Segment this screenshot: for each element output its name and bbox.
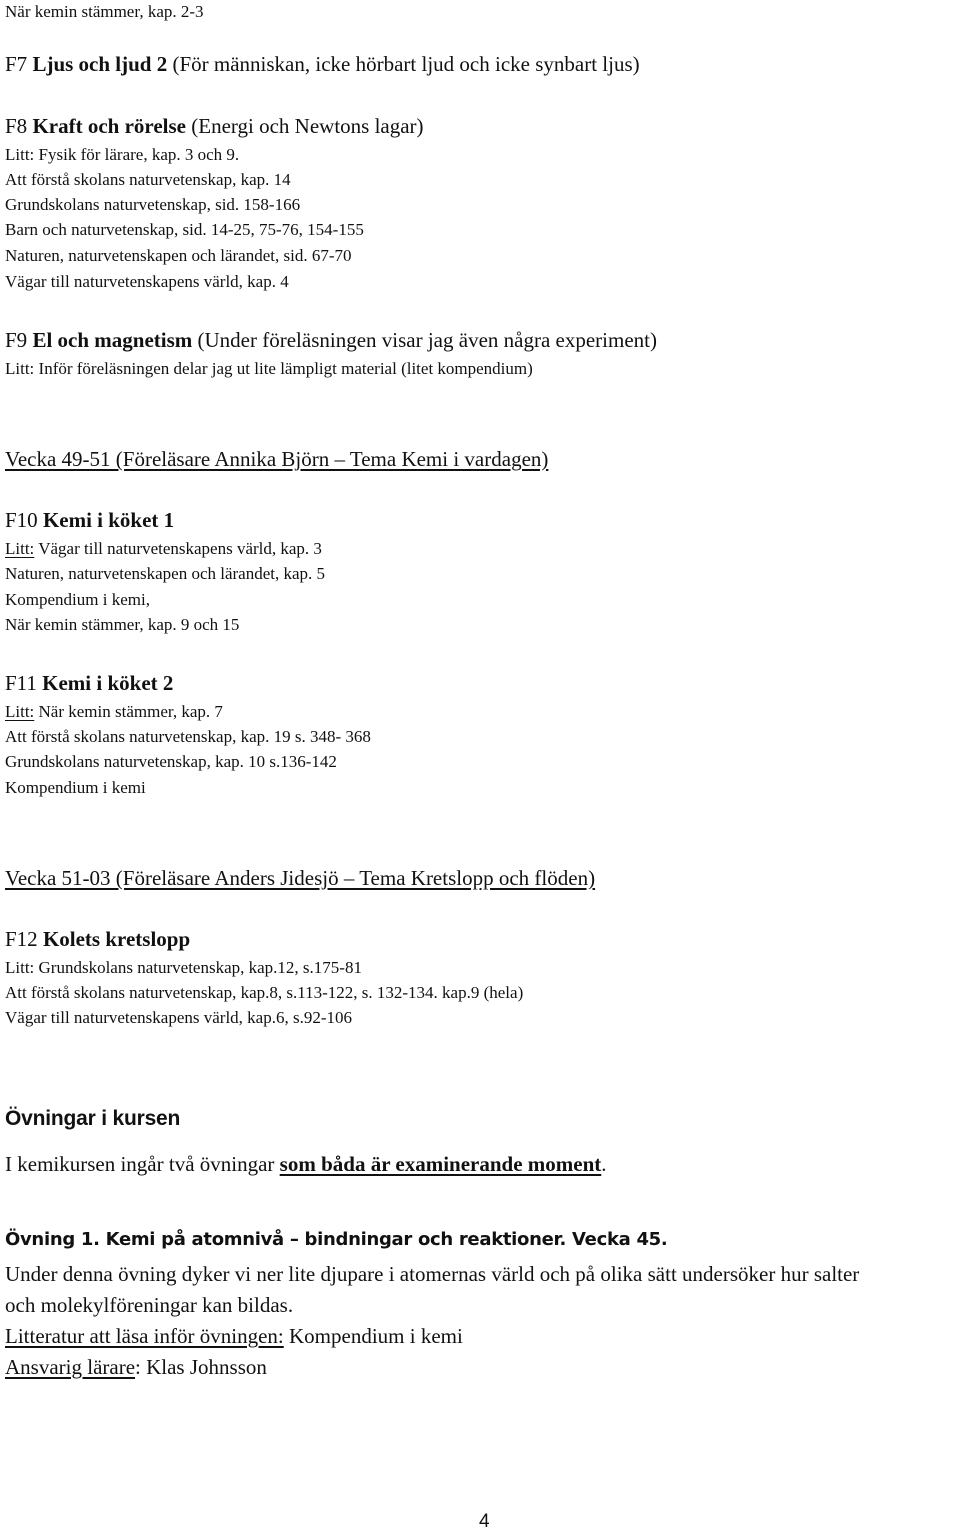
week-heading: Vecka 51-03 (Föreläsare Anders Jidesjö – Tema Kretslopp och flöden) xyxy=(5,866,596,890)
lecture-f12 xyxy=(5,927,190,951)
lecture-title: El och magnetism xyxy=(32,328,193,352)
literature-line: Naturen, naturvetenskapen och lärandet, kap. 5 xyxy=(5,564,326,583)
lecture-f11 xyxy=(5,671,173,695)
lecture-f9 xyxy=(5,328,657,352)
emphasis-text: som båda är examinerande moment xyxy=(279,1152,602,1176)
literature-line: Litt: Grundskolans naturvetenskap, kap.12, s.175-81 xyxy=(5,958,362,977)
lecture-description: (För människan, icke hörbart ljud och icke synbart ljus) xyxy=(167,52,640,76)
literature-line: Litt: Inför föreläsningen delar jag ut lite lämpligt material (litet kompendium) xyxy=(5,359,533,378)
literature-line: Barn och naturvetenskap, sid. 14-25, 75-76, 154-155 xyxy=(5,220,364,239)
literature-line: Att förstå skolans naturvetenskap, kap. 14 xyxy=(5,170,291,189)
lecture-title: Kemi i köket 1 xyxy=(42,508,175,532)
section-heading: Övningar i kursen xyxy=(5,1107,181,1130)
lecture-title: Kraft och rörelse xyxy=(32,114,186,138)
week-heading: Vecka 49-51 (Föreläsare Annika Björn – Tema Kemi i vardagen) xyxy=(5,447,549,471)
literature-line: Kompendium i kemi xyxy=(5,778,146,797)
lecture-title: Kemi i köket 2 xyxy=(42,671,174,695)
exercise-literature: Litteratur att läsa inför övningen: Kompendium i kemi xyxy=(5,1324,463,1348)
lecture-title: Kolets kretslopp xyxy=(42,927,191,951)
lecture-f10 xyxy=(5,508,174,532)
teacher-label: Ansvarig lärare xyxy=(5,1355,136,1379)
lecture-code: F12 xyxy=(5,927,43,951)
literature-line: Att förstå skolans naturvetenskap, kap. 19 s. 348- 368 xyxy=(5,727,371,746)
literature-line: Litt: Vägar till naturvetenskapens värld, kap. 3 xyxy=(5,539,322,558)
lecture-code: F8 xyxy=(5,114,33,138)
literature-line: När kemin stämmer, kap. 9 och 15 xyxy=(5,615,240,634)
exercise-description: Under denna övning dyker vi ner lite djupare i atomernas värld och på olika sätt undersöker hur salter xyxy=(5,1262,860,1286)
lecture-title: Ljus och ljud 2 xyxy=(32,52,168,76)
literature-line: Vägar till naturvetenskapens värld, kap. 4 xyxy=(5,272,289,291)
literature-label: Litt: xyxy=(5,702,35,721)
lecture-code: F7 xyxy=(5,52,33,76)
page-number: 4 xyxy=(479,1511,490,1532)
lecture-code: F11 xyxy=(5,671,43,695)
lecture-description: (Under föreläsningen visar jag även några experiment) xyxy=(192,328,657,352)
literature-line: Kompendium i kemi, xyxy=(5,590,150,609)
literature-line: Litt: Fysik för lärare, kap. 3 och 9. xyxy=(5,145,240,164)
exercises-intro: I kemikursen ingår två övningar som båda är examinerande moment. xyxy=(5,1152,607,1176)
literature-label: Litteratur att läsa inför övningen: xyxy=(5,1324,284,1348)
literature-line: Litt: När kemin stämmer, kap. 7 xyxy=(5,702,223,721)
exercise-title: Övning 1. Kemi på atomnivå – bindningar och reaktioner. Vecka 45. xyxy=(5,1229,668,1250)
lecture-f7 xyxy=(5,52,640,76)
exercise-description: och molekylföreningar kan bildas. xyxy=(5,1293,294,1317)
literature-line: Att förstå skolans naturvetenskap, kap.8, s.113-122, s. 132-134. kap.9 (hela) xyxy=(5,983,524,1002)
literature-line: Vägar till naturvetenskapens värld, kap.6, s.92-106 xyxy=(5,1008,352,1027)
lecture-code: F10 xyxy=(5,508,43,532)
literature-line: Grundskolans naturvetenskap, sid. 158-166 xyxy=(5,195,301,214)
literature-line: Grundskolans naturvetenskap, kap. 10 s.136-142 xyxy=(5,752,337,771)
literature-line: Naturen, naturvetenskapen och lärandet, sid. 67-70 xyxy=(5,246,352,265)
literature-label: Litt: xyxy=(5,539,35,558)
lecture-code: F9 xyxy=(5,328,33,352)
lecture-description: (Energi och Newtons lagar) xyxy=(186,114,424,138)
continued-reference: När kemin stämmer, kap. 2-3 xyxy=(5,2,204,21)
exercise-teacher: Ansvarig lärare: Klas Johnsson xyxy=(5,1355,267,1379)
lecture-f8 xyxy=(5,114,424,138)
